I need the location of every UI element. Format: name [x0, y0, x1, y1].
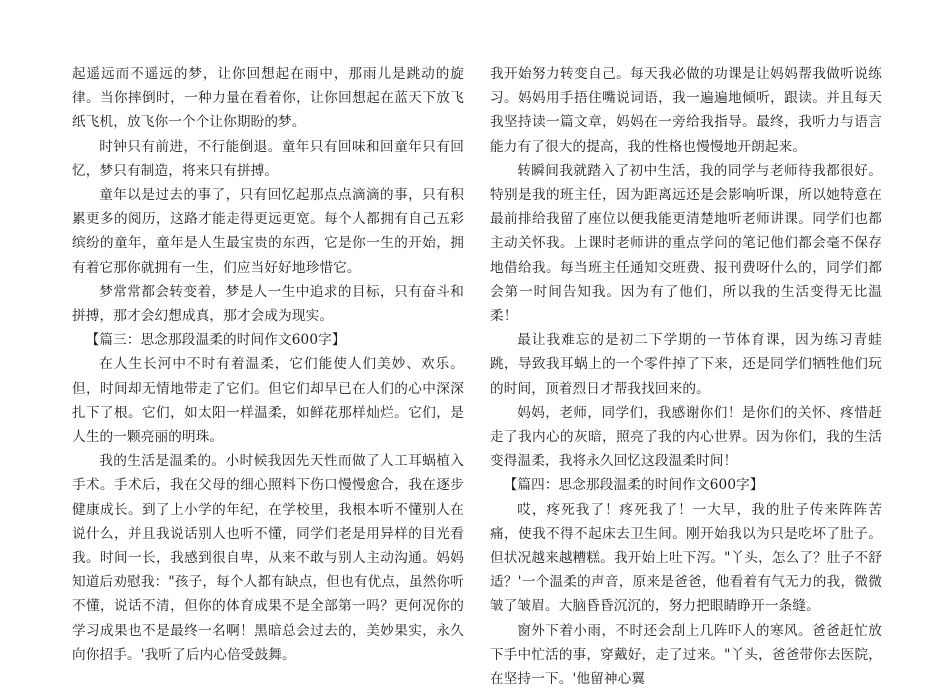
paragraph: 最让我难忘的是初二下学期的一节体育课，因为练习青蛙跳，导致我耳蜗上的一个零件掉了下来，还是同学们牺牲他们玩的时间，顶着烈日才帮我找回来的。: [490, 332, 882, 397]
paragraph: 童年以是过去的事了，只有回忆起那点点滴滴的事，只有积累更多的阅历，这路才能走得更远更宽。每个人都拥有自己五彩缤纷的童年，童年是人生最宝贵的东西，它是你一生的开始，拥有着它那你就拥有一生，们应当好好地珍惜它。: [72, 187, 464, 276]
paragraph: 在人生长河中不时有着温柔，它们能使人们美妙、欢乐。但，时间却无情地带走了它们。但它们却早已在人们的心中深深扎下了根。它们，如太阳一样温柔，如鲜花那样灿烂。它们，是人生的一颗亮丽的明珠。: [72, 356, 464, 446]
paragraph: 转瞬间我就踏入了初中生活，我的同学与老师待我都很好。特别是我的班主任，因为距离远还是会影响听课，所以她特意在最前排给我留了座位以便我能更清楚地听老师讲课。同学们也都主动关怀我。上课时老师讲的重点学问的笔记他们都会毫不保存地借给我。每当班主任通知交班费、报刊费呀什么的，同学们都会第一时间告知我。因为有了他们，所以我的生活变得无比温柔！: [490, 162, 882, 325]
paragraph: 窗外下着小雨，不时还会刮上几阵吓人的寒风。爸爸赶忙放下手中忙活的事，穿戴好，走了过来。"丫头，爸爸带你去医院，在坚持一下。'他留神心翼: [490, 622, 882, 688]
right-column: [490, 62, 882, 691]
paragraph: 梦常常都会转变着，梦是人一生中追求的目标，只有奋斗和拼搏，那才会幻想成真，那才会成为现实。: [72, 283, 464, 325]
paragraph: 我开始努力转变自己。每天我必做的功课是让妈妈帮我做听说练习。妈妈用手捂住嘴说词语，我一遍遍地倾听，跟读。并且每天我坚持读一篇文章，妈妈在一旁给我指导。最终，我听力与语言能力有了很大的提高，我的性格也慢慢地开朗起来。: [490, 66, 882, 155]
paragraph: 我的生活是温柔的。小时候我因先天性而做了人工耳蜗植入手术。手术后，我在父母的细心照料下伤口慢慢愈合，我在逐步健康成长。到了上小学的年纪，在学校里，我根本听不懂别人在说什么，并且我说话别人也听不懂，同学们老是用异样的目光看我。时间一长，我感到很自卑，从来不敢与别人主动沟通。妈妈知道后劝慰我："孩子，每个人都有缺点，但也有优点，虽然你听不懂，说话不清，但你的体育成果不是全部第一吗？更何况你的学习成果也不是最终一名啊！黑暗总会过去的，美妙果实，永久向你招手。'我听了后内心倍受鼓舞。: [72, 453, 464, 663]
section-heading: 【篇三：思念那段温柔的时间作文600字】: [85, 332, 346, 349]
paragraph: 起遥远而不遥远的梦，让你回想起在雨中，那雨儿是跳动的旋律。当你摔倒时，一种力量在看着你，让你回想起在蓝天下放飞纸飞机，放飞你一个个让你期盼的梦。: [72, 66, 464, 131]
paragraph: 妈妈，老师，同学们，我感谢你们！是你们的关怀、疼惜赶走了我内心的灰暗，照亮了我的内心世界。因为你们，我的生活变得温柔，我将永久回忆这段温柔时间！: [490, 404, 882, 470]
paragraph: 哎，疼死我了！疼死我了！一大早，我的肚子传来阵阵苦痛，使我不得不起床去卫生间。刚开始我以为只是吃坏了肚子。但状况越来越糟糕。我开始上吐下泻。"丫头，怎么了？肚子不舒适？'一个温柔的声音，原来是爸爸，他看着有气无力的我，微微皱了皱眉。大脑昏昏沉沉的，努力把眼睛睁开一条缝。: [490, 501, 882, 615]
section-heading: 【篇四：思念那段温柔的时间作文600字】: [503, 477, 764, 494]
left-column: [72, 62, 464, 667]
paragraph: 时钟只有前进，不行能倒退。童年只有回味和回童年只有回忆，梦只有制造，将来只有拼搏。: [72, 138, 464, 179]
